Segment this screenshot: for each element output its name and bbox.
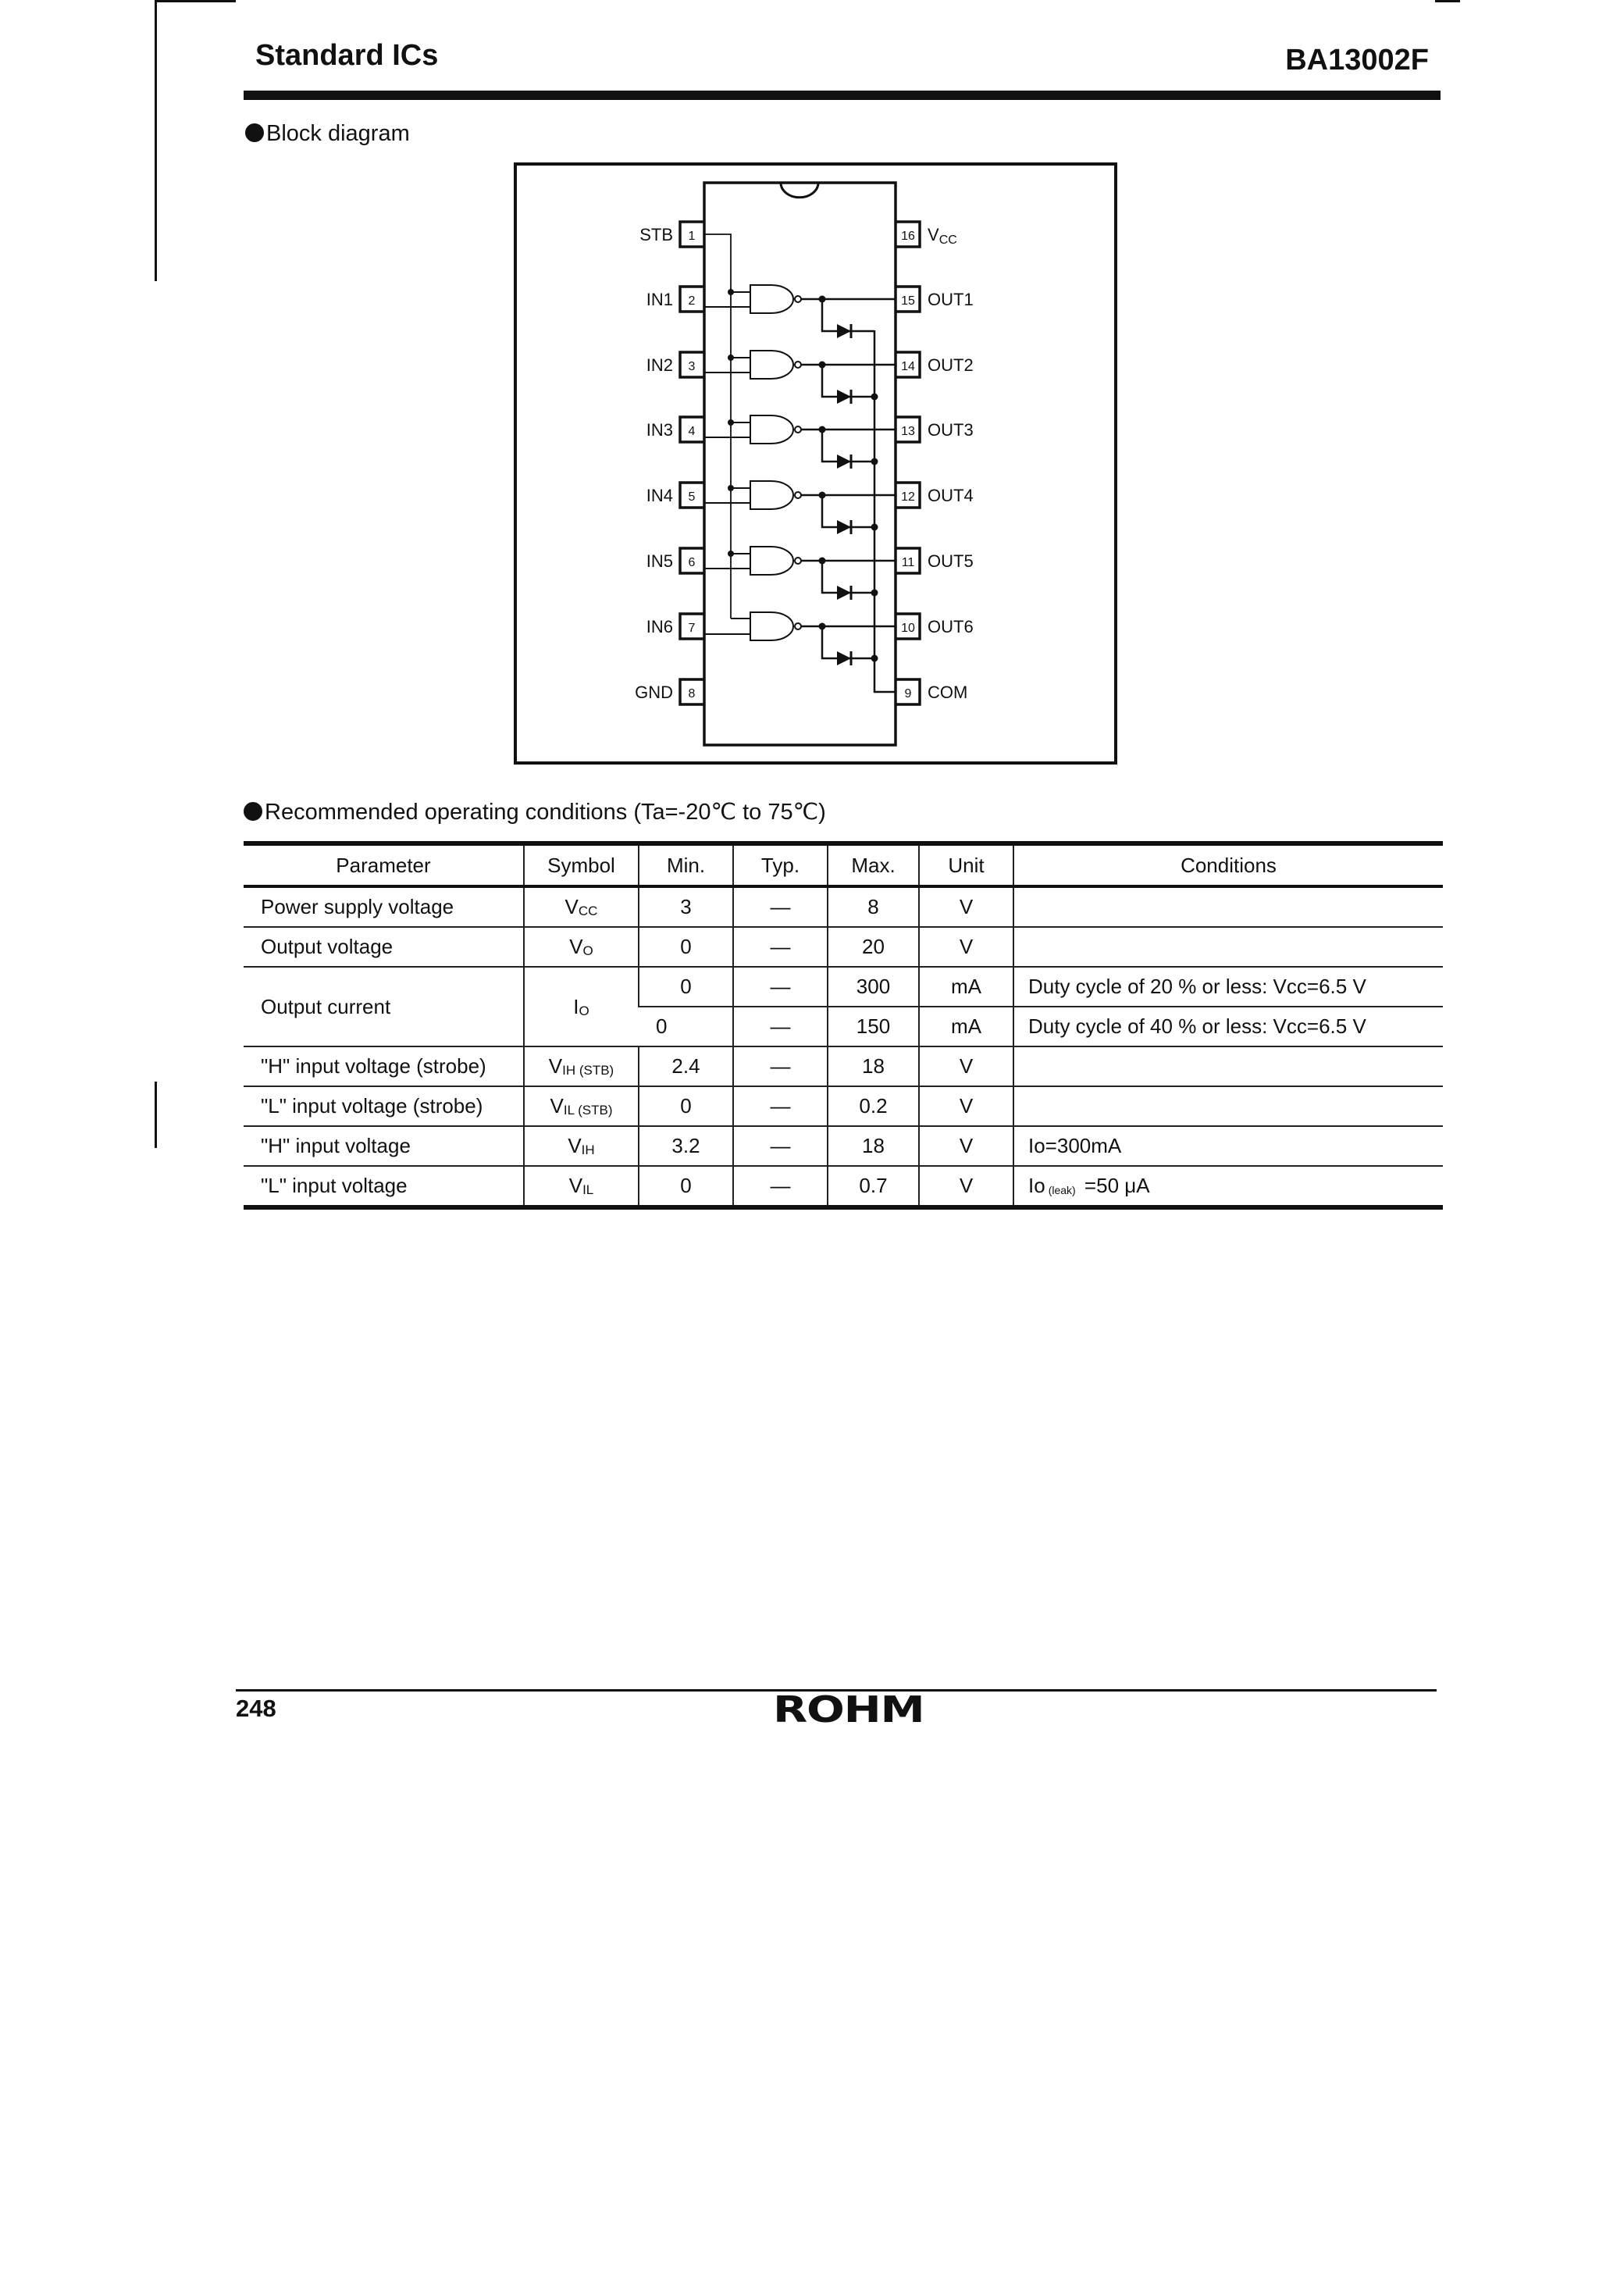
pin-label: IN2	[646, 355, 673, 375]
cell-symbol: $V_{IL (STB)}$	[524, 1086, 639, 1126]
table-row	[244, 1086, 1443, 1126]
pin-number: 7	[688, 622, 696, 635]
pin-label: OUT1	[928, 290, 974, 309]
com-bus	[874, 330, 896, 692]
cell-parameter: "L" input voltage (strobe)	[244, 1086, 524, 1126]
cell-typ: —	[733, 1086, 828, 1126]
table-header-row	[244, 843, 1443, 886]
pin-label: OUT2	[928, 355, 974, 375]
pin-number: 1	[688, 230, 696, 243]
pin-number: 16	[901, 230, 915, 243]
diode-icon	[837, 586, 851, 600]
cell-parameter: "L" input voltage	[244, 1166, 524, 1207]
rohm-logo: ROHM	[773, 1688, 924, 1731]
cell-max: 18	[828, 1046, 919, 1086]
cell-typ: —	[733, 927, 828, 967]
nand-gate	[750, 547, 793, 575]
pin-number: 5	[688, 490, 696, 504]
cell-max: 18	[828, 1126, 919, 1166]
cell-parameter: "H" input voltage	[244, 1126, 524, 1166]
cell-unit: V	[919, 886, 1013, 927]
cell-parameter: Power supply voltage	[244, 886, 524, 927]
table-row	[244, 927, 1443, 967]
table-row	[244, 1046, 1443, 1086]
pin-label: IN6	[646, 617, 673, 636]
cell-condition: Duty cycle of 40 % or less: Vcc=6.5 V	[1013, 1007, 1443, 1046]
ic-notch	[781, 183, 818, 198]
cell-min: 3	[639, 886, 733, 927]
pin-number: 12	[901, 490, 915, 504]
pin-label: OUT4	[928, 486, 974, 505]
table-row	[244, 1166, 1443, 1207]
nand-gate	[750, 351, 793, 379]
pin-number: 13	[901, 425, 915, 438]
cell-max: 8	[828, 886, 919, 927]
junction-dot	[728, 551, 734, 557]
header-part-number: BA13002F	[1285, 44, 1429, 77]
pin-number: 15	[901, 294, 915, 308]
bullet-icon	[244, 802, 262, 821]
cell-condition	[1013, 1086, 1443, 1126]
col-unit: Unit	[919, 843, 1013, 886]
junction-dot	[871, 458, 878, 465]
cell-typ: —	[733, 1166, 828, 1207]
pin-label: IN5	[646, 551, 673, 571]
pin-label: OUT5	[928, 551, 974, 571]
nand-gate	[750, 481, 793, 509]
pin-label: COM	[928, 683, 968, 702]
cell-min: 0	[639, 1166, 733, 1207]
junction-dot	[728, 355, 734, 361]
cell-symbol: $V_{IH}$	[524, 1126, 639, 1166]
cell-max: 20	[828, 927, 919, 967]
junction-dot	[871, 590, 878, 597]
cell-symbol: $V_{IH (STB)}$	[524, 1046, 639, 1086]
diode-wire	[822, 299, 874, 331]
pin-number: 6	[688, 556, 696, 569]
cell-min: 0	[639, 1086, 733, 1126]
edge-mark-left	[155, 1082, 157, 1148]
junction-dot	[871, 655, 878, 662]
diode-wire	[822, 495, 874, 527]
pin-label: IN4	[646, 486, 673, 505]
col-min: Min.	[639, 843, 733, 886]
cell-min: 0	[639, 967, 733, 1007]
inverter-bubble	[795, 492, 801, 498]
cell-parameter: Output current	[244, 967, 524, 1046]
pin-label: IN1	[646, 290, 673, 309]
pin-label: GND	[635, 683, 673, 702]
cell-symbol: $V_{IL}$	[524, 1166, 639, 1207]
conditions-table	[244, 841, 1443, 1210]
diode-wire	[822, 626, 874, 658]
conditions-heading: Recommended operating conditions (Ta=-20℃ to 75℃)	[244, 798, 826, 825]
cell-max: 0.7	[828, 1166, 919, 1207]
junction-dot	[728, 485, 734, 491]
diode-wire	[822, 561, 874, 593]
pin-number: 9	[904, 687, 912, 701]
pin-label: OUT3	[928, 420, 974, 440]
cell-max: 300	[828, 967, 919, 1007]
diode-icon	[837, 390, 851, 404]
junction-dot	[728, 419, 734, 426]
junction-dot	[728, 289, 734, 295]
cell-symbol: $I_O$	[524, 967, 639, 1046]
ic-package-body	[704, 183, 896, 745]
diode-icon	[837, 651, 851, 665]
cell-unit: V	[919, 1166, 1013, 1207]
cell-parameter: Output voltage	[244, 927, 524, 967]
cell-symbol: $V_O$	[524, 927, 639, 967]
col-typ: Typ.	[733, 843, 828, 886]
col-symbol: Symbol	[524, 843, 639, 886]
block-diagram	[0, 0, 1624, 781]
pin-number: 3	[688, 360, 696, 373]
pin-number: 11	[901, 556, 915, 569]
cell-condition: Io $_{(leak)}$ =50 μA	[1013, 1166, 1443, 1207]
cell-unit: V	[919, 1046, 1013, 1086]
inverter-bubble	[795, 426, 801, 433]
pin-label: OUT6	[928, 617, 974, 636]
cell-unit: V	[919, 1086, 1013, 1126]
diode-wire	[822, 430, 874, 462]
junction-dot	[871, 524, 878, 531]
pin-number: 14	[901, 360, 915, 373]
page-number: 248	[236, 1695, 276, 1722]
table-row	[244, 1126, 1443, 1166]
inverter-bubble	[795, 296, 801, 302]
strobe-bus	[704, 234, 731, 619]
table-row	[244, 886, 1443, 927]
pin-label: VCC	[928, 225, 957, 247]
header-section-title: Standard ICs	[255, 39, 439, 72]
cell-condition	[1013, 886, 1443, 927]
diode-icon	[837, 520, 851, 534]
pin-number: 8	[688, 687, 696, 701]
cell-unit: V	[919, 927, 1013, 967]
cell-min: 2.4	[639, 1046, 733, 1086]
cell-min: 0	[639, 927, 733, 967]
cell-typ: —	[733, 1126, 828, 1166]
cell-condition	[1013, 927, 1443, 967]
nand-gate	[750, 415, 793, 444]
cell-typ: —	[733, 967, 828, 1007]
pin-label-sub: CC	[938, 234, 957, 247]
cell-typ: —	[733, 1046, 828, 1086]
diode-wire	[822, 365, 874, 397]
diode-icon	[837, 324, 851, 338]
inverter-bubble	[795, 623, 801, 629]
cell-unit: mA	[919, 967, 1013, 1007]
cell-symbol: $V_{CC}$	[524, 886, 639, 927]
table-row	[244, 967, 1443, 1007]
cell-typ: —	[733, 1007, 828, 1046]
block-diagram-heading: Block diagram	[245, 121, 410, 147]
cell-condition: Io=300mA	[1013, 1126, 1443, 1166]
pin-label: IN3	[646, 420, 673, 440]
cell-min: 0	[639, 1007, 733, 1046]
cell-min: 3.2	[639, 1126, 733, 1166]
inverter-bubble	[795, 558, 801, 564]
diode-icon	[837, 455, 851, 469]
cell-unit: mA	[919, 1007, 1013, 1046]
cell-max: 0.2	[828, 1086, 919, 1126]
nand-gate	[750, 285, 793, 313]
pin-number: 2	[688, 294, 696, 308]
cell-parameter: "H" input voltage (strobe)	[244, 1046, 524, 1086]
nand-gate	[750, 612, 793, 640]
pin-label: STB	[639, 225, 673, 244]
cell-max: 150	[828, 1007, 919, 1046]
col-conditions: Conditions	[1013, 843, 1443, 886]
col-max: Max.	[828, 843, 919, 886]
junction-dot	[871, 394, 878, 401]
cell-condition: Duty cycle of 20 % or less: Vcc=6.5 V	[1013, 967, 1443, 1007]
cell-unit: V	[919, 1126, 1013, 1166]
cell-condition	[1013, 1046, 1443, 1086]
pin-number: 4	[688, 425, 696, 438]
pin-number: 10	[901, 622, 915, 635]
col-parameter: Parameter	[244, 843, 524, 886]
inverter-bubble	[795, 362, 801, 368]
cell-typ: —	[733, 886, 828, 927]
